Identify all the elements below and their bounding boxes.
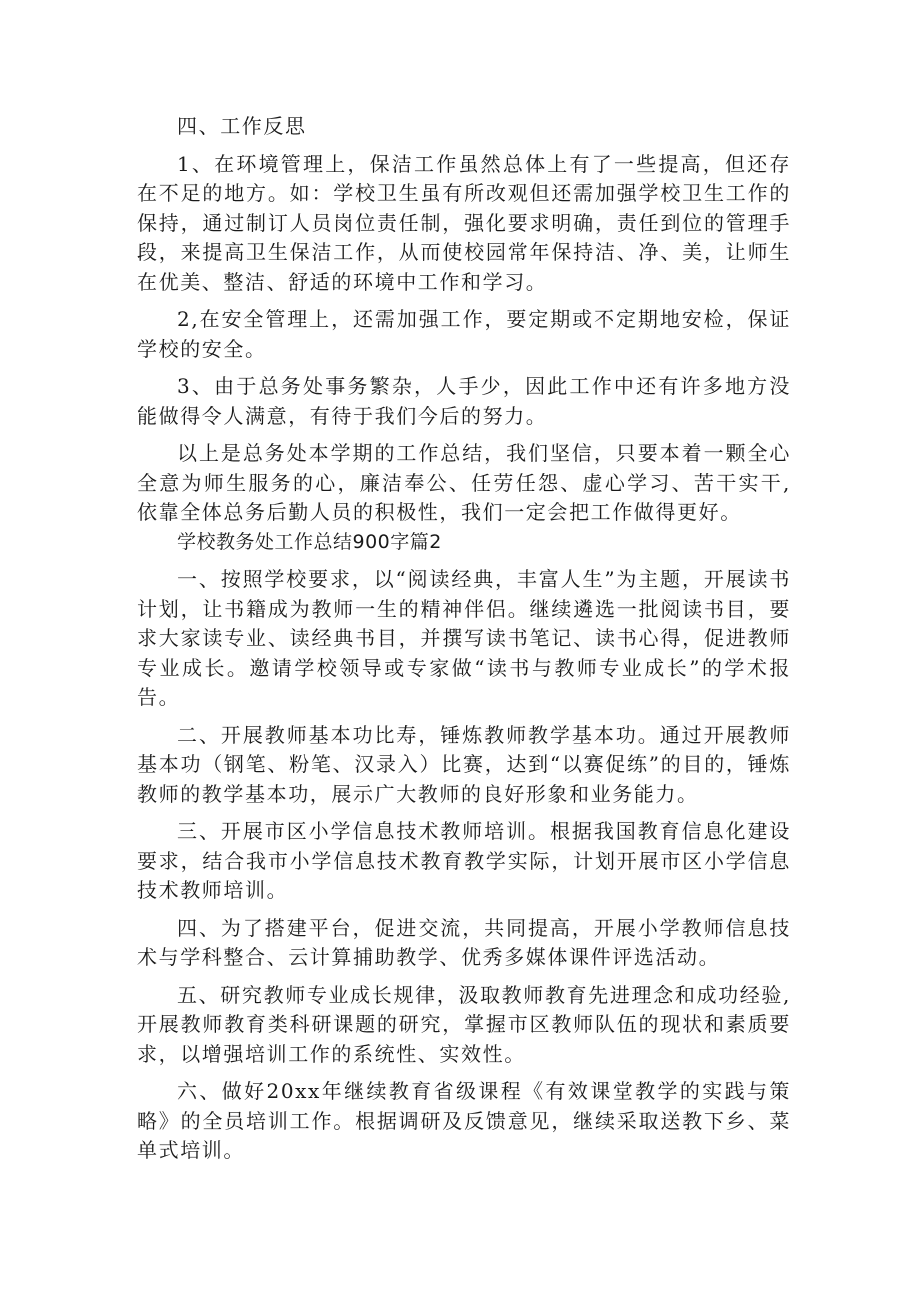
document-body [137, 112, 791, 1166]
reflection-paragraph: 2,在安全管理上，还需加强工作，要定期或不定期地安检，保证学校的安全。 [137, 307, 791, 361]
plan-paragraph: 三、开展市区小学信息技术教师培训。根据我国教育信息化建设要求，结合我市小学信息技术教育教学实际，计划开展市区小学信息技术教师培训。 [137, 819, 791, 902]
plan-paragraph: 二、开展教师基本功比寿，锤炼教师教学基本功。通过开展教师基本功（钢笔、粉笔、汉录入）比赛，达到“以赛促练”的目的，锤炼教师的教学基本功，展示广大教师的良好形象和业务能力。 [137, 722, 791, 806]
plan-paragraph: 一、按照学校要求，以“阅读经典，丰富人生”为主题，开展读书计划，让书籍成为教师一生的精神伴侣。继续遴选一批阅读书目，要求大家读专业、读经典书目，并撰写读书笔记、读书心得，促进教师专业成长。邀请学校领导或专家做“读书与教师专业成长”的学术报告。 [137, 567, 791, 709]
summary-paragraph: 以上是总务处本学期的工作总结，我们坚信，只要本着一颗全心全意为师生服务的心，廉洁奉公、任劳任怨、虚心学习、苦干实干,依靠全体总务后勤人员的积极性，我们一定会把工作做得更好。 [137, 441, 791, 524]
reflection-paragraph: 1、在环境管理上，保洁工作虽然总体上有了一些提高，但还存在不足的地方。如：学校卫生虽有所改观但还需加强学校卫生工作的保持，通过制订人员岗位责任制，强化要求明确，责任到位的管理手段，来提高卫生保洁工作，从而使校园常年保持洁、净、美，让师生在优美、整洁、舒适的环境中工作和学习。 [137, 151, 791, 294]
plan-paragraph: 六、做好20xx年继续教育省级课程《有效课堂教学的实践与策略》的全员培训工作。根据调研及反馈意见，继续采取送教下乡、菜单式培训。 [137, 1079, 791, 1162]
plan-paragraph: 五、研究教师专业成长规律，汲取教师教育先进理念和成功经验,开展教师教育类科研课题的研究，掌握市区教师队伍的现状和素质要求，以增强培训工作的系统性、实效性。 [137, 982, 791, 1066]
reflection-paragraph: 3、由于总务处事务繁杂，人手少，因此工作中还有许多地方没能做得令人满意，有待于我们今后的努力。 [137, 374, 791, 428]
section-heading: 四、工作反思 [177, 114, 307, 138]
article-subtitle: 学校教务处工作总结900字篇2 [177, 530, 442, 553]
plan-paragraph: 四、为了搭建平台，促进交流，共同提高，开展小学教师信息技术与学科整合、云计算捕助教学、优秀多媒体课件评选活动。 [137, 915, 791, 969]
